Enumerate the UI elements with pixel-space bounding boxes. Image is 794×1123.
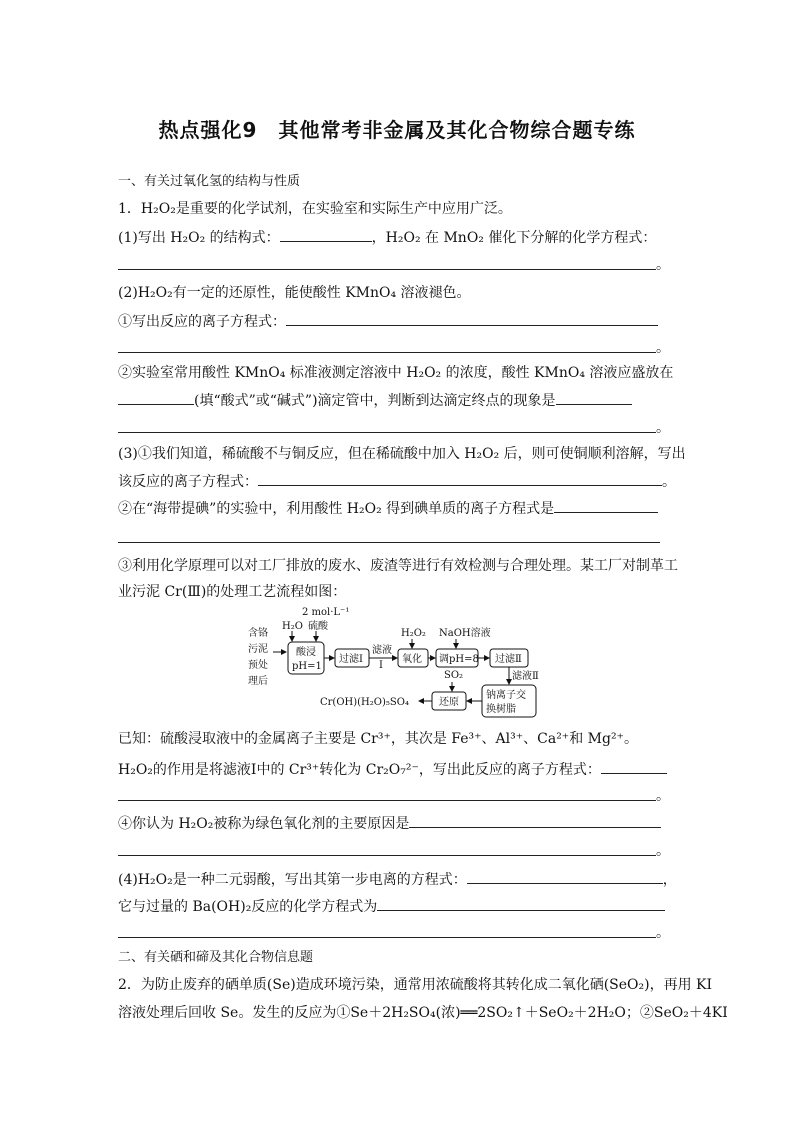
- q1-part1-text-a: (1)写出 H₂O₂ 的结构式：: [118, 230, 280, 246]
- raw-material-label-4: 理后: [248, 676, 268, 687]
- q1-part4-a-line: [118, 869, 677, 890]
- adjust-ph-label: 调pH=8: [439, 654, 479, 665]
- acid-leach-ph-label: pH=1: [292, 661, 322, 672]
- period: 。: [656, 788, 670, 804]
- answer-line[interactable]: [118, 855, 656, 856]
- q1-part3-1-b-line: [118, 471, 676, 492]
- section-heading-2: 二、有关硒和碲及其化合物信息题: [118, 950, 314, 965]
- answer-line[interactable]: [118, 542, 660, 543]
- page-title: 热点强化9 其他常考非金属及其化合物综合题专练: [158, 118, 636, 142]
- acid-leach-label: 酸浸: [296, 647, 316, 658]
- answer-blank[interactable]: [377, 896, 665, 911]
- q1-part3-1-b-text: 该反应的离子方程式：: [118, 474, 258, 490]
- q1-part3-3-c-text: H₂O₂的作用是将滤液Ⅰ中的 Cr³⁺转化为 Cr₂O₇²⁻，写出此反应的离子方程式：: [118, 762, 601, 778]
- q1-intro: 1．H₂O₂是重要的化学试剂，在实验室和实际生产中应用广泛。: [118, 201, 512, 217]
- period: 。: [656, 925, 670, 941]
- q1-part3-4-line: [118, 813, 661, 834]
- period: 。: [656, 257, 670, 273]
- answer-blank[interactable]: [258, 471, 662, 486]
- answer-line[interactable]: [118, 432, 656, 433]
- raw-material-label-3: 预处: [248, 660, 268, 671]
- answer-blank[interactable]: [409, 813, 661, 828]
- answer-blank[interactable]: [556, 390, 632, 405]
- filtrate-2-label: 滤液Ⅱ: [512, 671, 539, 682]
- q1-part1-text-b: ，H₂O₂ 在 MnO₂ 催化下分解的化学方程式：: [371, 230, 657, 246]
- q1-part3-2-line: [118, 498, 658, 519]
- period: 。: [656, 340, 670, 356]
- period: 。: [656, 843, 670, 859]
- sulfuric-acid-label: 硫酸: [308, 621, 328, 632]
- answer-blank[interactable]: [467, 869, 663, 884]
- filter-1-label: 过滤Ⅰ: [339, 654, 363, 665]
- reduction-label: 还原: [439, 697, 459, 708]
- filter-2-label: 过滤Ⅱ: [495, 654, 522, 665]
- answer-line[interactable]: [118, 269, 656, 270]
- q2-line-1: 2．为防止废弃的硒单质(Se)造成环境污染，通常用浓硫酸将其转化成二氧化硒(SeO₂)，再用 KI: [118, 977, 713, 993]
- q1-part2-1-text: ①写出反应的离子方程式：: [118, 314, 286, 330]
- q1-part2-2-a: ②实验室常用酸性 KMnO₄ 标准液测定溶液中 H₂O₂ 的浓度，酸性 KMnO₄ 溶液应盛放在: [118, 365, 674, 381]
- filtrate-1-label: 滤液: [372, 645, 392, 656]
- comma: ，: [662, 872, 677, 888]
- ion-exchange-label-2: 换树脂: [486, 704, 516, 715]
- q1-part1-line: [118, 227, 656, 248]
- q1-part3-3-b: 业污泥 Cr(Ⅲ)的处理工艺流程如图：: [118, 584, 347, 600]
- water-label: H₂O: [282, 621, 303, 632]
- answer-line[interactable]: [118, 937, 656, 938]
- h2o2-reagent-label: H₂O₂: [401, 628, 426, 639]
- answer-blank[interactable]: [286, 311, 658, 326]
- product-formula-label: Cr(OH)(H₂O)₅SO₄: [320, 697, 409, 708]
- q1-part2: (2)H₂O₂有一定的还原性，能使酸性 KMnO₄ 溶液褪色。: [118, 285, 471, 301]
- filtrate-1-numeral: Ⅰ: [379, 660, 383, 671]
- q1-part3-3-c-line: [118, 759, 667, 780]
- period: 。: [662, 474, 676, 490]
- q1-part4-b-line: [118, 896, 665, 917]
- period: 。: [656, 420, 670, 436]
- raw-material-label-1: 含铬: [248, 628, 268, 639]
- so2-reagent-label: SO₂: [444, 670, 464, 681]
- q1-part4-a-text: (4)H₂O₂是一种二元弱酸，写出其第一步电离的方程式：: [118, 872, 467, 888]
- q1-part4-b-text: 它与过量的 Ba(OH)₂反应的化学方程式为: [118, 899, 378, 915]
- q1-part3-3-a: ③利用化学原理可以对工厂排放的废水、废渣等进行有效检测与合理处理。某工厂对制革工: [118, 558, 678, 574]
- answer-blank[interactable]: [554, 498, 658, 513]
- answer-blank[interactable]: [118, 390, 194, 405]
- answer-blank[interactable]: [601, 759, 667, 774]
- q1-part3-2-text: ②在“海带提碘”的实验中，利用酸性 H₂O₂ 得到碘单质的离子方程式是: [118, 501, 555, 517]
- known-info: 已知：硫酸浸取液中的金属离子主要是 Cr³⁺，其次是 Fe³⁺、Al³⁺、Ca²⁺和 Mg²⁺。: [118, 731, 638, 747]
- answer-blank[interactable]: [280, 227, 372, 242]
- naoh-reagent-label: NaOH溶液: [439, 628, 491, 639]
- q2-line-2: 溶液处理后回收 Se。发生的反应为①Se＋2H₂SO₄(浓)══2SO₂↑＋SeO₂＋2H₂O；②SeO₂＋4KI: [118, 1005, 728, 1021]
- raw-material-label-2: 污泥: [248, 644, 268, 655]
- oxidation-label: 氧化: [402, 654, 422, 665]
- acid-concentration-label: 2 mol·L⁻¹: [302, 607, 350, 618]
- answer-line[interactable]: [118, 800, 656, 801]
- q1-part3-1-a: (3)①我们知道，稀硫酸不与铜反应，但在稀硫酸中加入 H₂O₂ 后，则可使铜顺利溶解，写出: [118, 446, 686, 462]
- answer-line[interactable]: [118, 352, 656, 353]
- q1-part2-1-line: [118, 311, 658, 332]
- section-heading-1: 一、有关过氧化氢的结构与性质: [118, 174, 301, 189]
- q1-part2-2-b-line: [118, 390, 632, 411]
- process-flow-diagram: [246, 602, 566, 722]
- q1-part3-4-text: ④你认为 H₂O₂被称为绿色氧化剂的主要原因是: [118, 816, 410, 832]
- ion-exchange-label-1: 钠离子交: [486, 690, 526, 701]
- q1-part2-2-b-text: (填“酸式”或“碱式”)滴定管中，判断到达滴定终点的现象是: [194, 393, 556, 409]
